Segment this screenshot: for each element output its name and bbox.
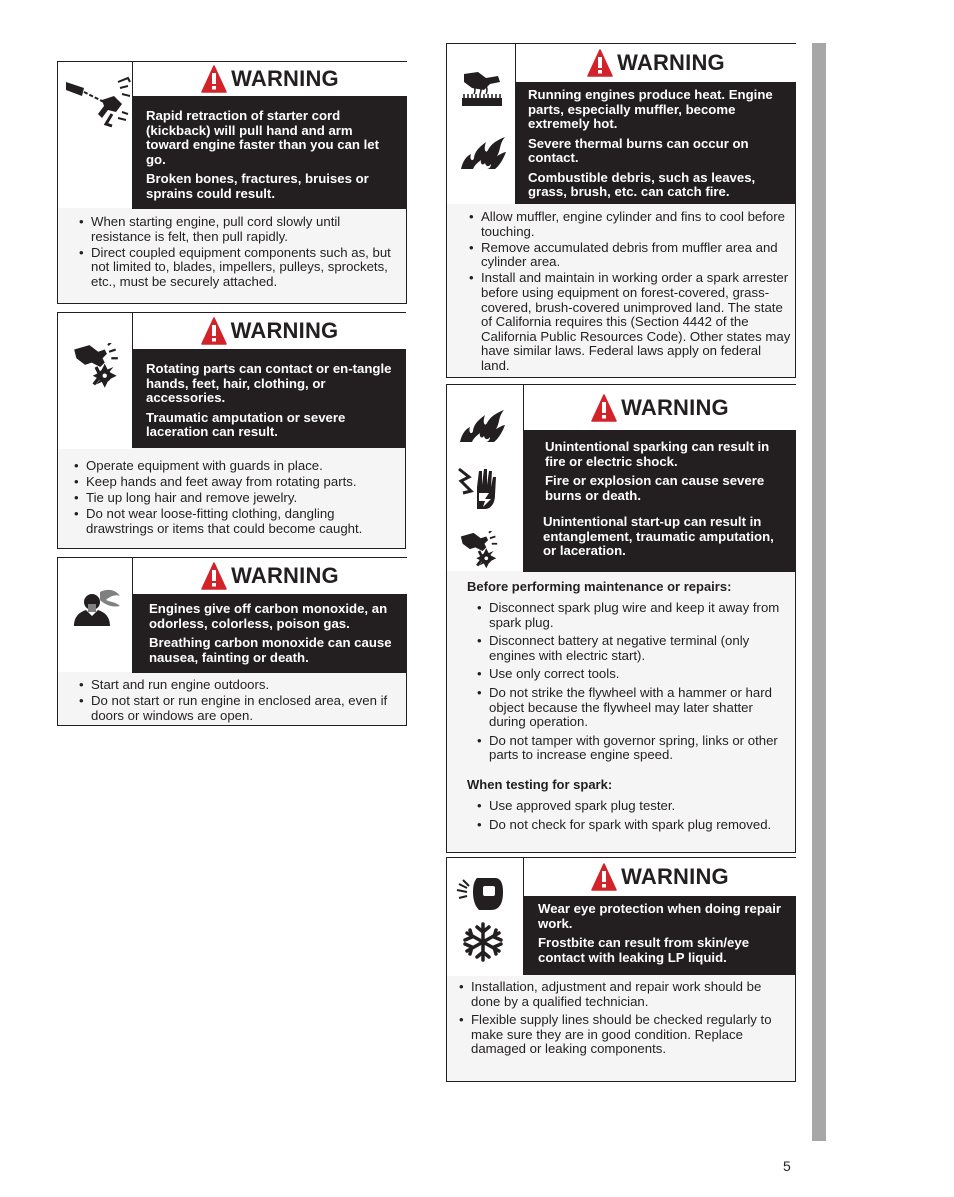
- alert-triangle-icon: [201, 65, 227, 93]
- section-subheading: Before performing maintenance or repairs:: [467, 579, 732, 594]
- starter-cord-kickback-icon: [62, 74, 132, 134]
- hazard-text: Rapid retraction of starter cord (kickback) will pull hand and arm toward engine faster than you can let go.: [146, 108, 380, 167]
- page-edge-bar: [812, 43, 826, 1141]
- instruction-list: [477, 799, 789, 834]
- list-item: • Flexible supply lines should be checked regularly to make sure they are in good condition. Replace damaged or leaking components.: [459, 1013, 791, 1057]
- list-item: • Tie up long hair and remove jewelry.: [74, 491, 404, 506]
- alert-triangle-icon: [587, 49, 613, 77]
- section-subheading: When testing for spark:: [467, 777, 613, 792]
- list-item: • Installation, adjustment and repair work should be done by a qualified technician.: [459, 980, 791, 1009]
- list-item: • Use only correct tools.: [477, 667, 789, 682]
- instruction-list: [469, 210, 791, 375]
- hazard-text: Breathing carbon monoxide can cause nausea, fainting or death.: [149, 635, 392, 665]
- list-item: • Remove accumulated debris from muffler area and cylinder area.: [469, 241, 791, 270]
- list-item: • Disconnect spark plug wire and keep it away from spark plug.: [477, 601, 789, 630]
- alert-triangle-icon: [201, 317, 227, 345]
- page-number: 5: [783, 1158, 791, 1174]
- rotating-parts-icon: [459, 531, 499, 571]
- alert-triangle-icon: [591, 394, 617, 422]
- list-item: • Allow muffler, engine cylinder and fins to cool before touching.: [469, 210, 791, 239]
- warning-box-sparking: [446, 384, 796, 853]
- fire-icon: [458, 409, 506, 443]
- warning-box-rotating-parts: [57, 312, 406, 549]
- list-item: • Do not strike the flywheel with a hammer or hard object because the flywheel may later shatter during operation.: [477, 686, 789, 730]
- list-item: • Install and maintain in working order a spark arrester before using equipment on forest-covered, grass-covered, brush-covered unimproved land. The state of California requires this (Section 4442 of the California Public Resources Code). Other states may have similar laws. Federal laws apply on federal land.: [469, 271, 791, 373]
- warning-title: WARNING: [617, 50, 725, 75]
- list-item: • Start and run engine outdoors.: [79, 678, 399, 693]
- warning-header: [132, 62, 407, 97]
- fire-icon: [459, 136, 507, 170]
- frostbite-icon: [463, 922, 503, 962]
- hazard-text: Engines give off carbon monoxide, an odorless, colorless, poison gas.: [149, 601, 388, 631]
- warning-box-carbon-monoxide: [57, 557, 407, 726]
- list-item: • Do not start or run engine in enclosed area, even if doors or windows are open.: [79, 694, 399, 723]
- icon-column: [447, 858, 523, 976]
- warning-header: [132, 313, 406, 350]
- hazard-text: Wear eye protection when doing repair work.: [538, 901, 782, 931]
- icon-column: [58, 62, 132, 208]
- hazard-text: Fire or explosion can cause severe burns or death.: [545, 473, 765, 503]
- hazard-text: Running engines produce heat. Engine parts, especially muffler, become extremely hot.: [528, 87, 773, 131]
- electric-shock-icon: [455, 465, 499, 511]
- hazard-panel: [132, 595, 407, 673]
- warning-title: WARNING: [621, 864, 729, 889]
- instruction-list: [79, 215, 401, 291]
- warning-title: WARNING: [621, 394, 729, 420]
- icon-column: [58, 558, 132, 672]
- carbon-monoxide-icon: [72, 586, 122, 630]
- hazard-text: Unintentional sparking can result in fire or electric shock.: [545, 439, 770, 469]
- hazard-text: Unintentional start-up can result in entanglement, traumatic amputation, or laceration.: [543, 514, 774, 558]
- instruction-list: [79, 678, 399, 725]
- alert-triangle-icon: [201, 562, 227, 590]
- instruction-list: [459, 980, 791, 1058]
- list-item: • Keep hands and feet away from rotating parts.: [74, 475, 404, 490]
- hazard-text: Rotating parts can contact or en-tangle hands, feet, hair, clothing, or accessories.: [146, 361, 392, 405]
- hazard-panel: [132, 350, 406, 448]
- list-item: • Operate equipment with guards in place.: [74, 459, 404, 474]
- list-item: • Use approved spark plug tester.: [477, 799, 789, 814]
- warning-header: [523, 385, 796, 431]
- hot-surface-icon: [460, 68, 504, 108]
- hazard-text: Broken bones, fractures, bruises or sprains could result.: [146, 171, 369, 201]
- warning-header: [132, 558, 407, 595]
- instruction-list: [74, 459, 404, 538]
- hazard-panel: [523, 897, 796, 975]
- hazard-panel: [132, 97, 407, 209]
- hazard-text: Traumatic amputation or severe laceration can result.: [146, 409, 346, 439]
- list-item: • Do not check for spark with spark plug removed.: [477, 818, 789, 833]
- rotating-parts-icon: [72, 343, 120, 391]
- list-item: • Do not tamper with governor spring, links or other parts to increase engine speed.: [477, 734, 789, 763]
- instruction-list: [477, 601, 789, 764]
- hazard-text: Severe thermal burns can occur on contact.: [528, 135, 749, 165]
- hazard-text: Frostbite can result from skin/eye contact with leaking LP liquid.: [538, 935, 750, 965]
- warning-header: [523, 858, 796, 897]
- list-item: • Disconnect battery at negative terminal (only engines with electric start).: [477, 634, 789, 663]
- warning-title: WARNING: [231, 563, 339, 588]
- icon-column: [447, 44, 515, 204]
- hazard-panel: [515, 83, 796, 204]
- icon-column: [58, 313, 132, 449]
- warning-title: WARNING: [231, 66, 339, 91]
- hazard-panel: [523, 431, 796, 572]
- warning-box-kickback: [57, 61, 407, 304]
- icon-column: [447, 385, 523, 571]
- warning-box-eye-protection: [446, 857, 796, 1082]
- list-item: • When starting engine, pull cord slowly until resistance is felt, then pull rapidly.: [79, 215, 401, 244]
- warning-header: [515, 44, 796, 83]
- alert-triangle-icon: [591, 863, 617, 891]
- list-item: • Direct coupled equipment components such as, but not limited to, blades, impellers, pulleys, sprockets, etc., must be securely attached.: [79, 246, 401, 290]
- hazard-text: Combustible debris, such as leaves, grass, brush, etc. can catch fire.: [528, 169, 756, 199]
- eye-protection-icon: [455, 876, 503, 912]
- warning-box-heat: [446, 43, 796, 378]
- warning-title: WARNING: [230, 318, 339, 343]
- list-item: • Do not wear loose-fitting clothing, dangling drawstrings or items that could become caught.: [74, 507, 404, 536]
